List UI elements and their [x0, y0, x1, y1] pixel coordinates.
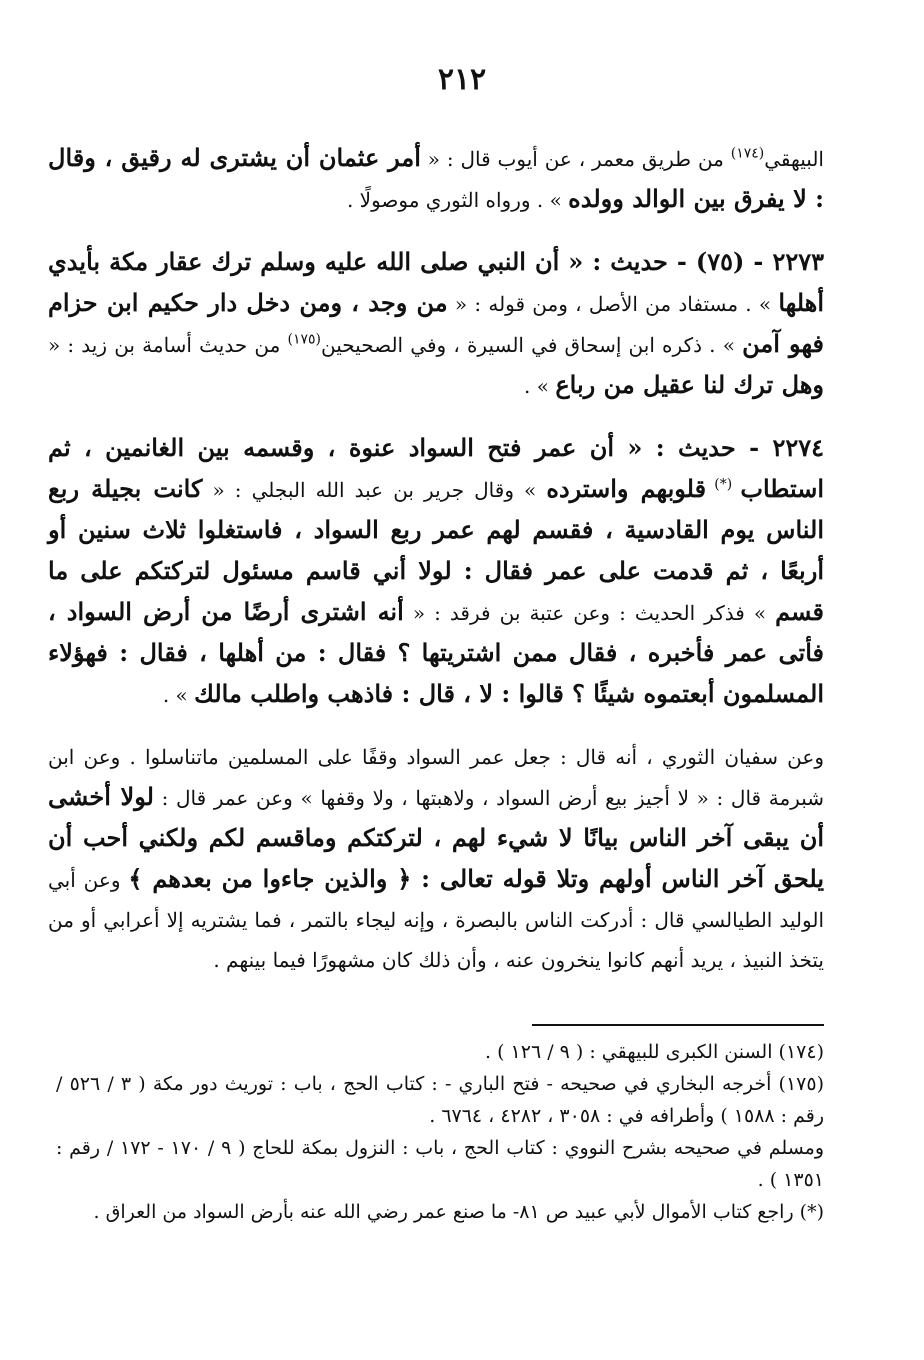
commentary-text: من حديث أسامة بن زيد : « [48, 333, 288, 357]
footnote-separator [532, 1024, 824, 1026]
hadith-text: كانت بجيلة ربع الناس يوم القادسية ، فقسم لهم عمر ربع السواد ، فاستغلوا ثلاث سنين أو أربعًا ، ثم قدمت على عمر فقال : لولا أني قاسم مسئول لتركتكم على ما قسم [48, 474, 824, 626]
hadith-text: لولا أخشى أن يبقى آخر الناس بيانًا لا شيء لهم ، لتركتكم وماقسم لكم ولكني أحب أن يلحق آخر الناس أولهم وتلا قوله تعالى : ﴿ والذين جاءوا من بعدهم ﴾ [48, 782, 824, 893]
page-number: ٢١٢ [437, 62, 487, 97]
commentary-text: » . [162, 683, 195, 707]
commentary-text: وعن سفيان الثوري ، أنه قال : جعل عمر السواد وقفًا على المسلمين ماتناسلوا . وعن ابن شبرمة قال : « لا أجيز بيع أرض السواد ، ولاهبتها ، ولا وقفها » وعن عمر قال : [48, 745, 825, 810]
footnote-item: (١٧٥) أخرجه البخاري في صحيحه - فتح الباري - : كتاب الحج ، باب : توريث دور مكة ( ٣ / ٥٢٦ / رقم : ١٥٨٨ ) وأطرافه في : ٣٠٥٨ ، ٤٢٨٢ ، ٦٧٦٤ . [56, 1073, 824, 1127]
hadith-text: أنه اشترى أرضًا من أرض السواد ، فأتى عمر فأخبره ، فقال ممن اشتريتها ؟ فقال : من أهلها ، فقال : فهؤلاء المسلمون أبعتموه شيئًا ؟ قالوا : لا ، قال : فاذهب واطلب مالك [48, 597, 824, 708]
footnote-item: (١٧٤) السنن الكبرى للبيهقي : ( ٩ / ١٢٦ ) . [485, 1041, 824, 1063]
footnote-ref: (١٧٤) [730, 145, 765, 162]
hadith-text: من وجد ، ومن دخل دار حكيم ابن حزام فهو آمن [48, 288, 824, 358]
paragraph-p1 [48, 138, 824, 220]
commentary-text: » . [524, 374, 556, 398]
main-text [48, 138, 824, 992]
commentary-text: » وقال جرير بن عبد الله البجلي : « [202, 478, 547, 502]
commentary-text: » . ذكره ابن إسحاق في السيرة ، وفي الصحيحين [321, 333, 743, 357]
commentary-text: » فذكر الحديث : وعن عتبة بن فرقد : « [403, 601, 776, 625]
commentary-text: وعن أبي الوليد الطيالسي قال : أدركت الناس بالبصرة ، وإنه ليجاء بالتمر ، فما يشتريه إلا أعرابي أو من يتخذ النبيذ ، يريد أنهم كانوا ينخرون عنه ، وأن ذلك كان مشهورًا فيما بينهم . [48, 868, 824, 972]
footnote-ref: (*) [706, 476, 741, 493]
hadith-text: أمر عثمان أن يشترى له رقيق ، وقال : لا يفرق بين الوالد وولده [48, 143, 824, 213]
commentary-text: » . مستفاد من الأصل ، ومن قوله : « [447, 292, 779, 316]
footnote-item: (*) راجع كتاب الأموال لأبي عبيد ص ٨١- ما صنع عمر رضي الله عنه بأرض السواد من العراق . [93, 1201, 824, 1223]
paragraph-p3 [48, 428, 824, 715]
commentary-text: البيهقي [764, 147, 824, 171]
paragraph-p4 [48, 737, 824, 980]
hadith-text: قلوبهم واسترده [546, 474, 707, 503]
commentary-text: من طريق معمر ، عن أيوب قال : « [420, 147, 731, 171]
hadith-text: وهل ترك لنا عقيل من رباع [555, 370, 824, 399]
footnotes [56, 1036, 824, 1228]
hadith-text: ٢٢٧٤ - حديث : « أن عمر فتح السواد عنوة ، وقسمه بين الغانمين ، ثم استطاب [48, 433, 824, 503]
footnote-item: ومسلم في صحيحه بشرح النووي : كتاب الحج ، باب : النزول بمكة للحاج ( ٩ / ١٧٠ - ١٧٢ / رقم : ١٣٥١ ) . [56, 1137, 825, 1191]
commentary-text: » . ورواه الثوري موصولًا . [346, 188, 569, 212]
hadith-text: ٢٢٧٣ - (٧٥) - حديث : « أن النبي صلى الله عليه وسلم ترك عقار مكة بأيدي أهلها [48, 247, 825, 317]
footnote-ref: (١٧٥) [287, 331, 321, 348]
paragraph-p2 [48, 242, 824, 406]
